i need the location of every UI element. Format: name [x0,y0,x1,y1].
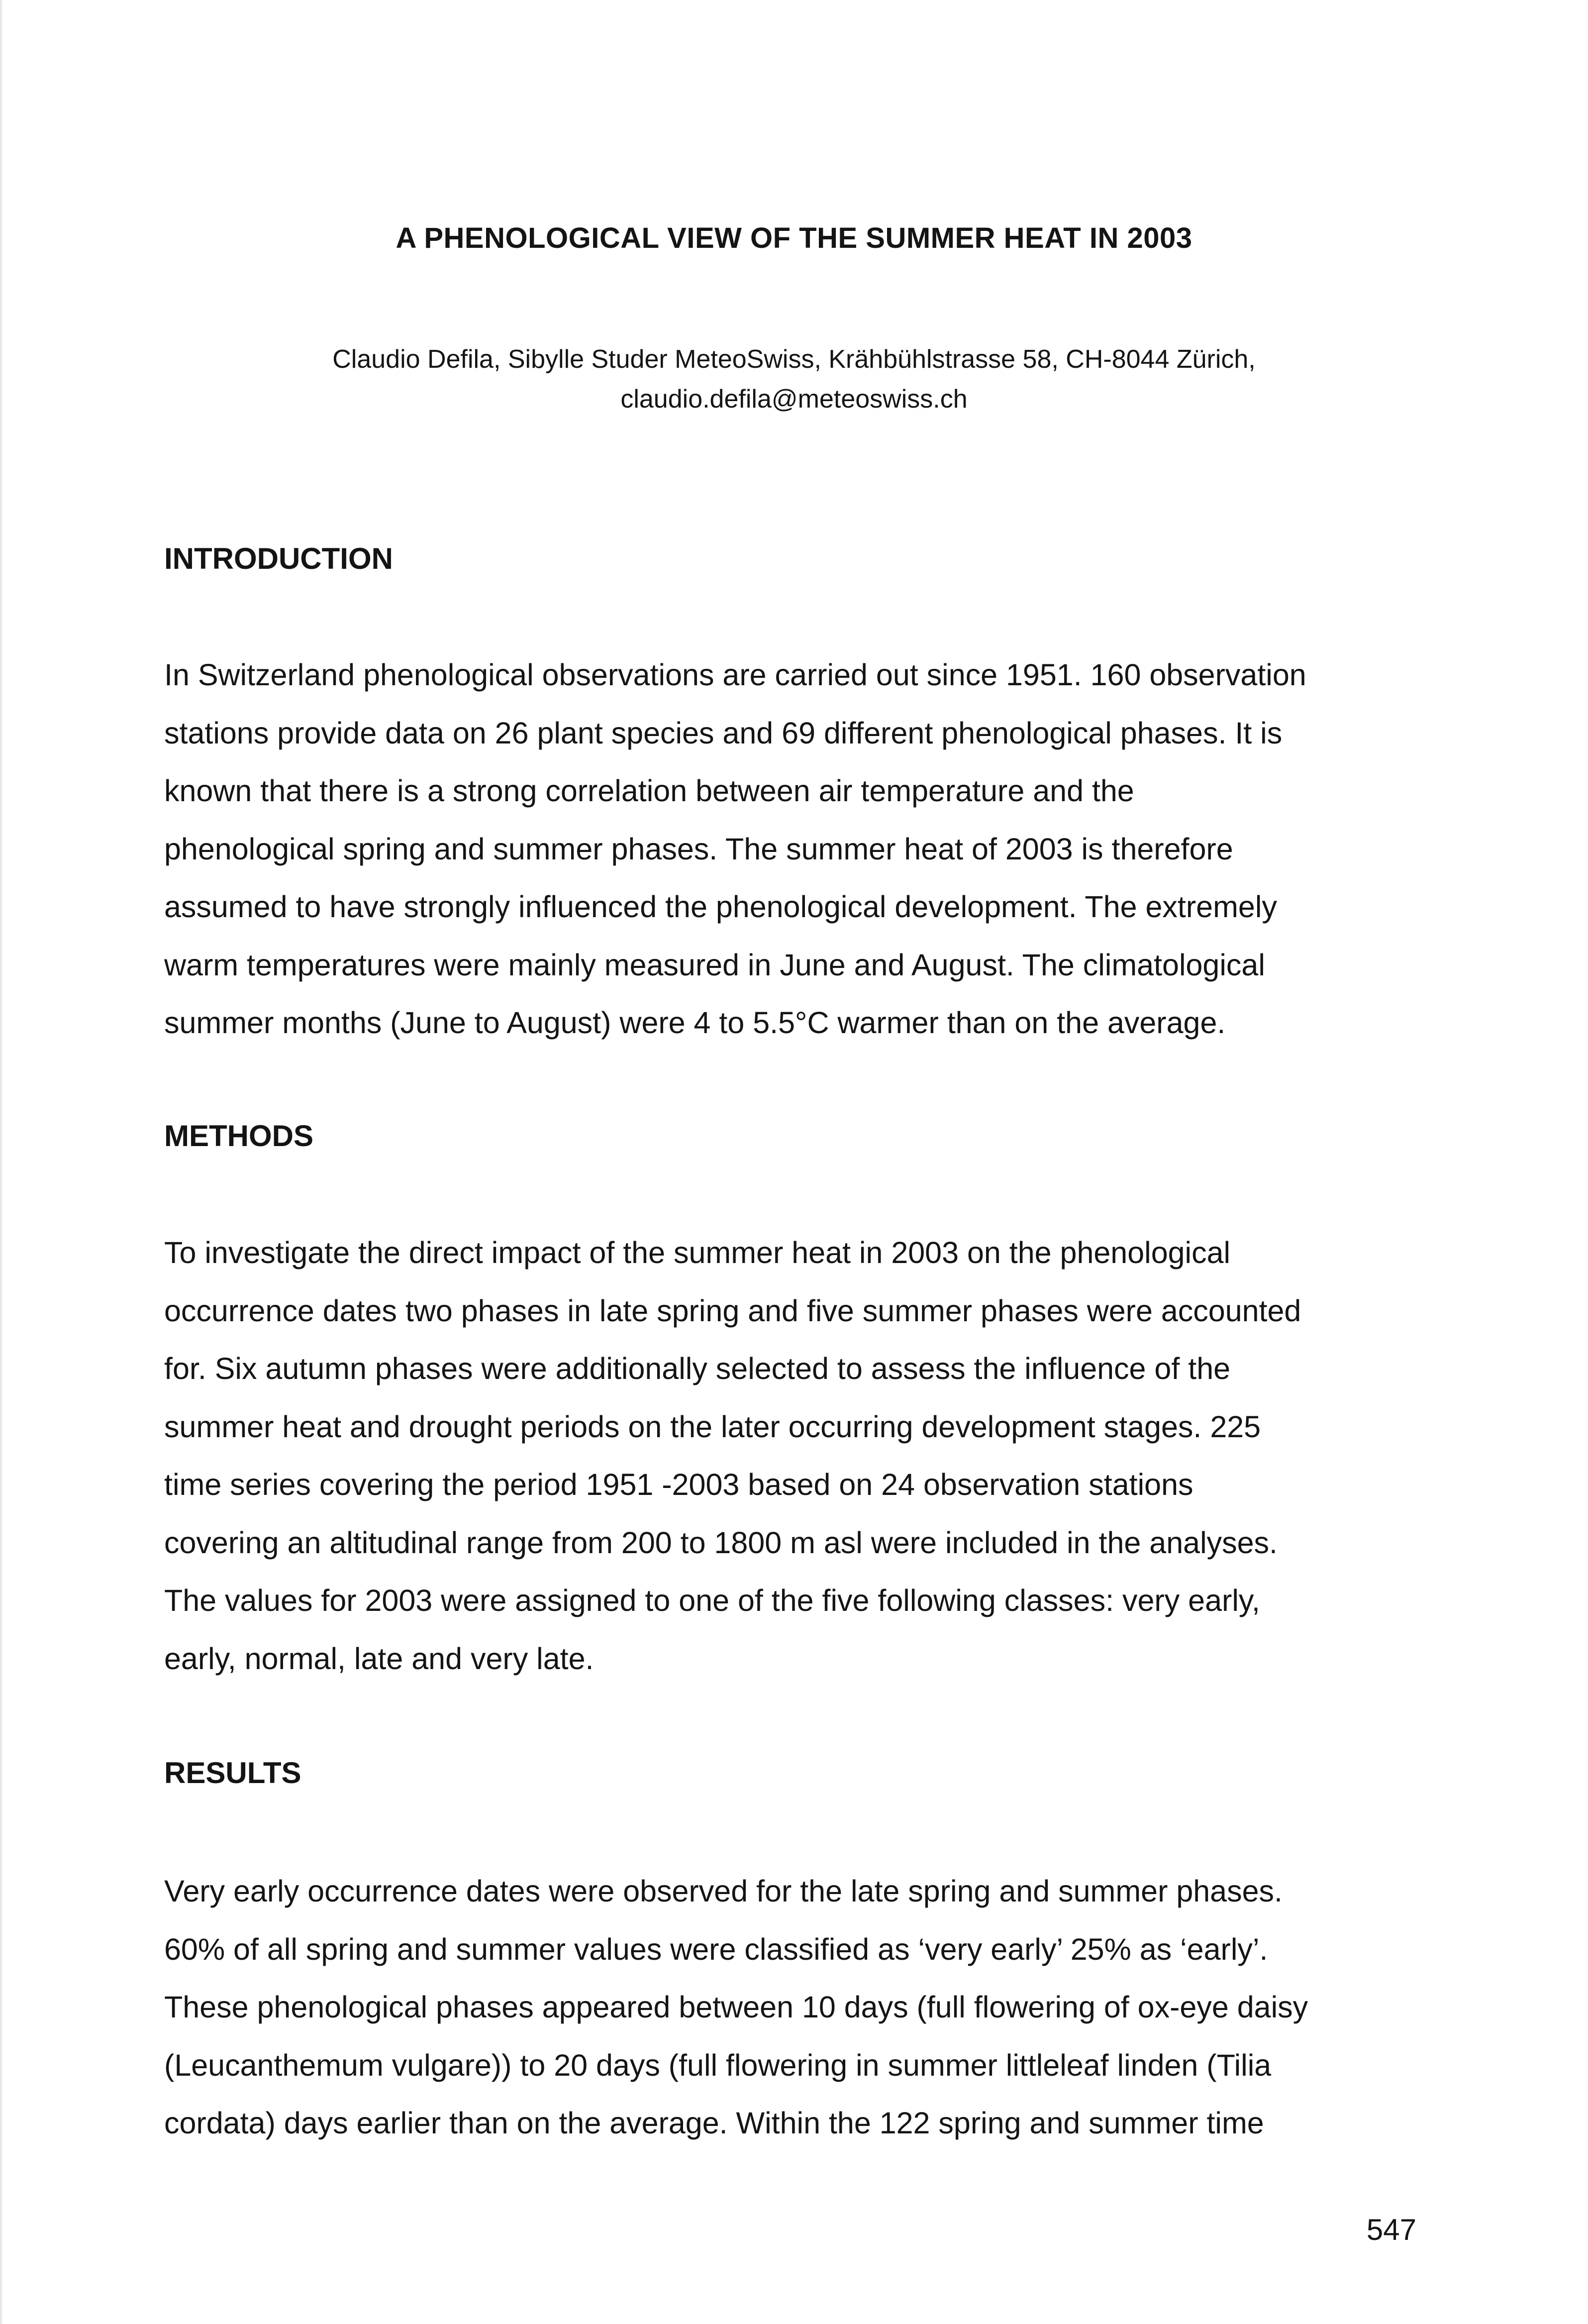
author-block [0,339,1588,419]
text-line: time series covering the period 1951 -2003 based on 24 observation stations [164,1468,1193,1501]
author-affiliation: Claudio Defila, Sibylle Studer MeteoSwiss, Krähbühlstrasse 58, CH-8044 Zürich, [332,345,1256,374]
page-number: 547 [1366,2213,1416,2246]
text-line: stations provide data on 26 plant species and 69 different phenological phases. It is [164,716,1283,750]
section-heading-results: RESULTS [164,1756,301,1790]
text-line: summer heat and drought periods on the later occurring development stages. 225 [164,1409,1261,1444]
introduction-paragraph [164,646,1438,1052]
text-line: phenological spring and summer phases. The summer heat of 2003 is therefore [164,832,1233,866]
text-line: Very early occurrence dates were observed for the late spring and summer phases. [164,1874,1283,1908]
text-line: early, normal, late and very late. [164,1641,594,1676]
text-line: assumed to have strongly influenced the phenological development. The extremely [164,890,1277,924]
text-line: covering an altitudinal range from 200 to 1800 m asl were included in the analyses. [164,1525,1278,1560]
author-email: claudio.defila@meteoswiss.ch [620,385,968,414]
text-line: In Switzerland phenological observations are carried out since 1951. 160 observation [164,658,1306,692]
text-line: These phenological phases appeared between 10 days (full flowering of ox-eye daisy [164,1990,1308,2024]
text-line: summer months (June to August) were 4 to 5.5°C warmer than on the average. [164,1006,1226,1040]
text-line: The values for 2003 were assigned to one of the five following classes: very early, [164,1584,1260,1617]
section-heading-introduction: INTRODUCTION [164,542,393,575]
text-line: occurrence dates two phases in late spring and five summer phases were accounted [164,1293,1301,1328]
text-line: known that there is a strong correlation between air temperature and the [164,774,1134,808]
section-heading-methods: METHODS [164,1119,313,1153]
text-line: warm temperatures were mainly measured in June and August. The climatological [164,948,1265,982]
methods-paragraph [164,1224,1438,1688]
text-line: cordata) days earlier than on the average. Within the 122 spring and summer time [164,2106,1264,2140]
text-line: 60% of all spring and summer values were classified as ‘very early’ 25% as ‘early’. [164,1932,1268,1966]
text-line: for. Six autumn phases were additionally selected to assess the influence of the [164,1352,1231,1385]
paper-title: A PHENOLOGICAL VIEW OF THE SUMMER HEAT IN 2003 [396,222,1192,254]
results-paragraph [164,1862,1438,2152]
text-line: (Leucanthemum vulgare)) to 20 days (full flowering in summer littleleaf linden (Tilia [164,2048,1272,2082]
text-line: To investigate the direct impact of the summer heat in 2003 on the phenological [164,1236,1231,1269]
